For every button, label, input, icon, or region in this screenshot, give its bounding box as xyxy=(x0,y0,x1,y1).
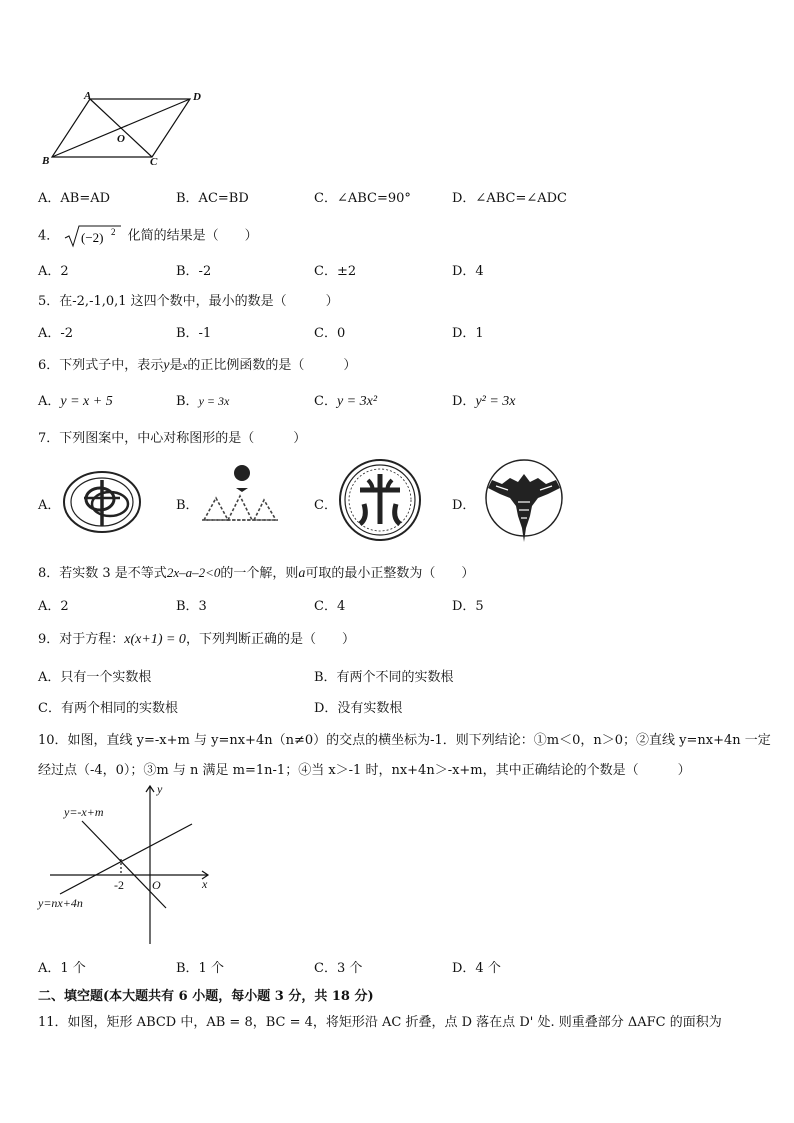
q10-option-b[interactable]: B．1 个 xyxy=(176,961,224,976)
q11-stem: 11．如图，矩形 ABCD 中，AB = 8，BC = 4，将矩形沿 AC 折叠，点 D 落在点 D' 处. 则重叠部分 ΔAFC 的面积为 xyxy=(38,1015,722,1030)
q3-option-a[interactable]: A．AB=AD xyxy=(38,191,111,206)
parallelogram-figure xyxy=(40,88,210,168)
q8-option-b[interactable]: B．3 xyxy=(176,599,207,614)
q8-option-a[interactable]: A．2 xyxy=(38,599,69,614)
q6-expr-a: y = x + 5 xyxy=(60,394,113,409)
q6-var-x: x xyxy=(182,360,188,372)
q10-stem-line2: 经过点（-4，0）；③m 与 n 满足 m=1n-1；④当 x＞-1 时，nx+4n＞-x+m，其中正确结论的个数是（ ） xyxy=(38,763,691,778)
graph-tick-minus2: -2 xyxy=(114,878,124,892)
q9-option-a[interactable]: A．只有一个实数根 xyxy=(38,670,152,685)
q6-option-b[interactable] xyxy=(176,390,229,409)
q6-text-post: 的正比例函数的是（ ） xyxy=(187,358,357,373)
q10-stem-line1: 10．如图，直线 y=-x+m 与 y=nx+4n（n≠0）的交点的横坐标为-1．则下列结论：①m＜0，n＞0；②直线 y=nx+4n 一定 xyxy=(38,733,771,748)
q9-equation: x(x+1) = 0 xyxy=(124,632,186,647)
q4-exponent: 2 xyxy=(111,227,116,237)
q6-letter-b: B． xyxy=(176,394,199,409)
q4-option-a[interactable]: A．2 xyxy=(38,264,69,279)
q9-text-pre: 9．对于方程： xyxy=(38,632,125,647)
q7-seal-icon xyxy=(338,458,422,542)
section-heading-fill-in: 二、填空题(本大题共有 6 小题，每小题 3 分，共 18 分) xyxy=(38,989,374,1004)
label-d: D xyxy=(193,91,201,103)
label-b: B xyxy=(42,155,50,167)
q5-stem: 5．在-2,-1,0,1 这四个数中，最小的数是（ ） xyxy=(38,294,339,309)
q8-text-post: 可取的最小正整数为（ ） xyxy=(305,566,475,581)
q6-option-a[interactable] xyxy=(38,390,113,410)
q4-text: 化简的结果是（ ） xyxy=(127,228,258,244)
q7-emblem-a-icon xyxy=(60,468,144,536)
q4-option-c[interactable]: C．±2 xyxy=(314,264,357,279)
q9-option-d[interactable]: D．没有实数根 xyxy=(314,701,403,716)
q8-text-pre: 8．若实数 3 是不等式 xyxy=(38,566,167,581)
q5-option-d[interactable]: D．1 xyxy=(452,326,484,341)
q4-option-d[interactable]: D．4 xyxy=(452,264,484,279)
q6-stem xyxy=(38,354,356,374)
q7-letter-a[interactable]: A． xyxy=(38,498,61,513)
graph-origin-label: O xyxy=(152,878,161,892)
graph-line2-label: y=nx+4n xyxy=(38,896,83,910)
q8-option-c[interactable]: C．4 xyxy=(314,599,346,614)
q7-eagle-icon xyxy=(478,458,570,544)
q8-option-d[interactable]: D．5 xyxy=(452,599,484,614)
q8-inequality: 2x–a–2<0 xyxy=(166,565,221,580)
q9-option-c[interactable]: C．有两个相同的实数根 xyxy=(38,701,178,716)
q3-option-c[interactable]: C．∠ABC=90° xyxy=(314,191,411,206)
label-c: C xyxy=(150,156,158,168)
radical-icon xyxy=(63,224,123,248)
q10-graph xyxy=(30,780,220,948)
q10-option-c[interactable]: C．3 个 xyxy=(314,961,363,976)
graph-line1-label: y=-x+m xyxy=(64,805,104,819)
q3-option-d[interactable]: D．∠ABC=∠ADC xyxy=(452,191,567,206)
q5-option-c[interactable]: C．0 xyxy=(314,326,346,341)
graph-x-label: x xyxy=(202,877,208,891)
q6-letter-d: D． xyxy=(452,394,476,409)
q7-letter-c[interactable]: C． xyxy=(314,498,337,513)
q10-option-a[interactable]: A．1 个 xyxy=(38,961,86,976)
q5-option-b[interactable]: B．-1 xyxy=(176,326,212,341)
label-a: A xyxy=(84,90,92,102)
q8-var-a: a xyxy=(298,566,306,581)
q6-expr-d: y² = 3x xyxy=(475,394,516,409)
q6-option-c[interactable] xyxy=(314,390,377,410)
q6-text-mid: 是 xyxy=(169,358,183,373)
q5-option-a[interactable]: A．-2 xyxy=(38,326,74,341)
q7-letter-d[interactable]: D． xyxy=(452,498,476,513)
q6-option-d[interactable] xyxy=(452,390,516,410)
q7-stem: 7．下列图案中，中心对称图形的是（ ） xyxy=(38,431,307,446)
q7-triangles-sun-icon xyxy=(200,462,280,524)
q4-number: 4． xyxy=(38,228,60,244)
q7-letter-b[interactable]: B． xyxy=(176,498,199,513)
q4-radicand: (−2) xyxy=(81,230,104,245)
label-o: O xyxy=(117,133,125,145)
q3-option-b[interactable]: B．AC=BD xyxy=(176,191,249,206)
q6-expr-c: y = 3x² xyxy=(336,394,378,409)
q8-text-mid: 的一个解，则 xyxy=(220,566,299,581)
q10-option-d[interactable]: D．4 个 xyxy=(452,961,501,976)
q9-text-post: ，下列判断正确的是（ ） xyxy=(185,632,355,647)
q6-expr-b: y = 3x xyxy=(198,394,230,408)
q9-stem xyxy=(38,628,355,648)
graph-y-label: y xyxy=(157,782,163,796)
q6-letter-c: C． xyxy=(314,394,337,409)
q4-stem xyxy=(38,224,258,248)
q6-letter-a: A． xyxy=(38,394,61,409)
q6-var-y: y xyxy=(163,358,170,373)
q6-text-pre: 6．下列式子中，表示 xyxy=(38,358,164,373)
q8-stem xyxy=(38,562,474,582)
q4-option-b[interactable]: B．-2 xyxy=(176,264,212,279)
q9-option-b[interactable]: B．有两个不同的实数根 xyxy=(314,670,454,685)
